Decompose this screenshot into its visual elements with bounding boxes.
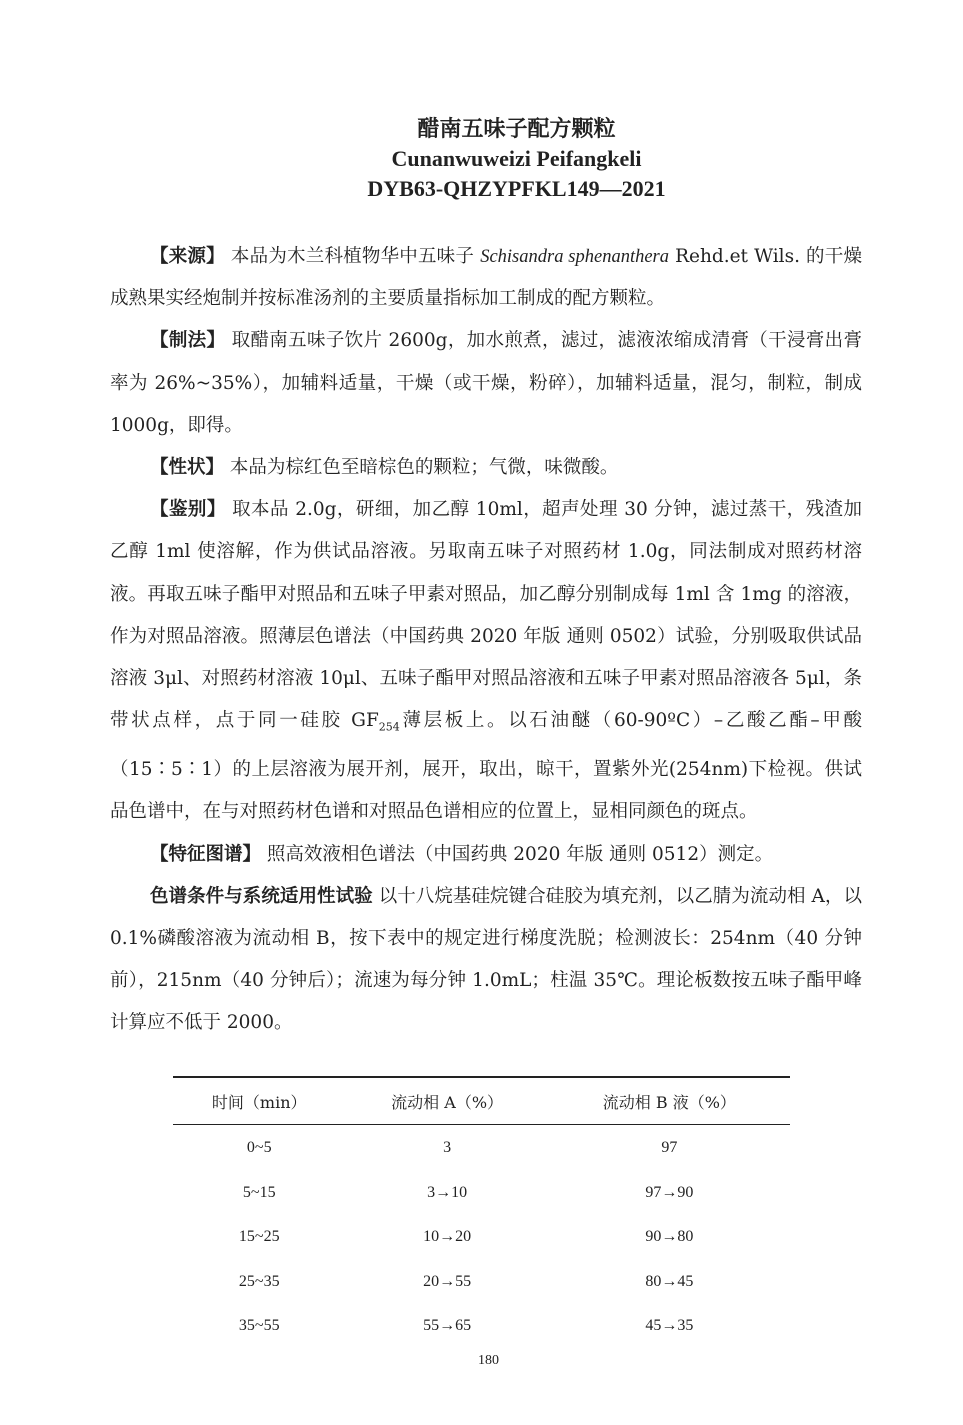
header-time: 时间（min） [211, 1092, 307, 1112]
chromatography-label: 色谱条件与系统适用性试验 [150, 885, 373, 907]
cell-time: 0~5 [246, 1139, 272, 1157]
body-text [110, 236, 862, 1045]
cell-time: 35~55 [238, 1317, 280, 1335]
header-phase-a: 流动相 A（%） [391, 1092, 504, 1112]
cell-phase-a: 20→55 [423, 1272, 472, 1290]
header-phase-b: 流动相 B 液（%） [602, 1092, 736, 1112]
cell-phase-a: 55→65 [423, 1317, 472, 1335]
fingerprint-label: 【特征图谱】 [150, 843, 262, 865]
cell-phase-b: 97→90 [645, 1183, 694, 1201]
chromatography-text: 以十八烷基硅烷键合硅胶为填充剂，以乙腈为流动相 A，以 0.1%磷酸溶液为流动相 B，按下表中的规定进行梯度洗脱；检测波长：254nm（40 分钟前），215nm（40 分钟后）；流速为每分钟 1.0mL；柱温 35℃。理论板数按五味子酯甲峰计算应不低于 2000。 [110, 885, 862, 1034]
cell-phase-b: 80→45 [645, 1272, 694, 1290]
source-text-pre: 本品为木兰科植物华中五味子 [230, 246, 475, 267]
preparation-text: 取醋南五味子饮片 2600g，加水煎煮，滤过，滤液浓缩成清膏（干浸膏出膏率为 26%~35%），加辅料适量，干燥（或干燥，粉碎），加辅料适量，混匀，制粒，制成 1000g，即得。 [110, 330, 862, 436]
preparation-paragraph [110, 320, 862, 447]
source-label: 【来源】 [150, 246, 225, 267]
description-label: 【性状】 [150, 457, 225, 479]
table-row [173, 1215, 790, 1260]
scientific-name: Schisandra sphenanthera [480, 247, 669, 267]
table-row [173, 1125, 790, 1171]
fingerprint-text: 照高效液相色谱法（中国药典 2020 年版 通则 0512）测定。 [266, 843, 774, 865]
cell-time: 25~35 [238, 1272, 280, 1290]
fingerprint-paragraph [110, 834, 862, 876]
cell-phase-a: 10→20 [423, 1228, 472, 1246]
description-paragraph [110, 447, 862, 489]
preparation-label: 【制法】 [150, 330, 226, 352]
source-paragraph [110, 236, 862, 320]
description-text: 本品为棕红色至暗棕色的颗粒；气微，味微酸。 [229, 457, 619, 479]
table-row [173, 1304, 790, 1349]
cell-time: 5~15 [242, 1183, 276, 1201]
table-row [173, 1260, 790, 1305]
gradient-table [173, 1076, 790, 1349]
table-row [173, 1171, 790, 1216]
cell-phase-b: 45→35 [645, 1317, 694, 1335]
title-chinese: 醋南五味子配方颗粒 [417, 116, 616, 142]
cell-time: 15~25 [238, 1228, 280, 1246]
gradient-table-wrapper [173, 1076, 790, 1349]
table-header-row [173, 1077, 790, 1125]
title-block [0, 114, 963, 204]
source-text-post: Rehd.et Wils. 的干燥成熟果实经炮制并按标准汤剂的主要质量指标加工制成的配方颗粒。 [110, 246, 862, 310]
cell-phase-a: 3→10 [427, 1183, 468, 1201]
identification-text-post: 薄层板上。以石油醚（60-90ºC）–乙酸乙酯–甲酸（15∶5∶1）的上层溶液为展开剂，展开，取出，晾干，置紫外光(254nm)下检视。供试品色谱中，在与对照药材色谱和对照品色谱相应的位置上，显相同颜色的斑点。 [110, 710, 862, 823]
cell-phase-b: 97 [661, 1139, 678, 1157]
identification-text-pre: 取本品 2.0g，研细，加乙醇 10ml，超声处理 30 分钟，滤过蒸干，残渣加乙醇 1ml 使溶解，作为供试品溶液。另取南五味子对照药材 1.0g，同法制成对照药材溶液。再取五味子酯甲对照品和五味子甲素对照品，加乙醇分别制成每 1ml 含 1mg 的溶液，作为对照品溶液。照薄层色谱法（中国药典 2020 年版 通则 0502）试验，分别吸取供试品溶液 3μl、对照药材溶液 10μl、五味子酯甲对照品溶液和五味子甲素对照品溶液各 5μl，条带状点样，点于同一硅胶 GF [110, 499, 862, 732]
identification-subscript: 254 [378, 720, 400, 734]
cell-phase-b: 90→80 [645, 1228, 694, 1246]
identification-paragraph [110, 489, 862, 833]
standard-code: DYB63-QHZYPFKL149—2021 [367, 176, 666, 201]
title-pinyin: Cunanwuweizi Peifangkeli [391, 146, 642, 171]
page-number: 180 [478, 1353, 499, 1368]
cell-phase-a: 3 [443, 1139, 452, 1157]
chromatography-paragraph [110, 876, 862, 1045]
identification-label: 【鉴别】 [150, 499, 226, 521]
